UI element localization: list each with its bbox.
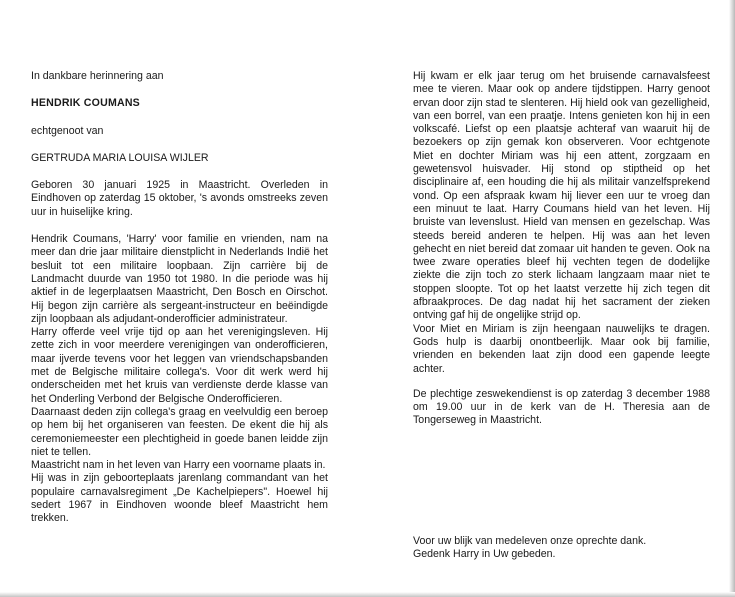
paragraph-born: Geboren 30 januari 1925 in Maastricht. Overleden in Eindhoven op zaterdag 15 oktober, 's avonds omstreeks zeven uur in huiselijke kring. [31,179,328,218]
left-column [31,70,328,526]
paragraph-clubs: Harry offerde veel vrije tijd op aan het verenigingsleven. Hij zette zich in voor meerdere verenigingen van onderofficieren, maar ijverde tevens voor het leggen van vriendschapsbanden met de Belgische militaire collega's. Voor dit werk werd hij onderscheiden met het kruis van verdienste derde klasse van het Onderling Verbond der Belgische Onderofficieren. [31,326,328,405]
card-edge-shadow-bottom [0,592,735,597]
card-edge-shadow-right [729,0,735,597]
paragraph-parties: Daarnaast deden zijn collega's graag en veelvuldig een beroep op hem bij het organiseren van feesten. De ekent die hij als ceremoniemeester een plechtigheid in goede banen leidde zijn niet te tellen. [31,405,328,458]
paragraph-career: Hendrik Coumans, 'Harry' voor familie en vrienden, nam na meer dan drie jaar militaire dienstplicht in Nederlands Indië het besluit tot een militaire loopbaan. Zijn carrière bij de Landmacht duurde van 1950 tot 1980. In die periode was hij aktief in de legerplaatsen Maastricht, Den Bosch en Oirschot. Hij begon zijn carrière als sergeant-instructeur en beëindigde zijn loopbaan als adjudant-onderofficier administrateur. [31,233,328,325]
thanks-line: Voor uw blijk van medeleven onze oprechte dank. [413,535,647,547]
right-column [413,70,710,428]
paragraph-carnival: Hij was in zijn geboorteplaats jarenlang commandant van het populaire carnavalsregiment „De Kachelpiepers". Hoewel hij sedert 1967 in Eindhoven woonde bleef Maastricht hem trekken. [31,472,328,525]
paragraph-maastricht: Maastricht nam in het leven van Harry een voorname plaats in. [31,459,326,472]
paragraph-service: De plechtige zeswekendienst is op zaterdag 3 december 1988 om 19.00 uur in de kerk van de H. Theresia aan de Tongerseweg in Maastricht. [413,387,710,427]
relation-line: echtgenoot van [31,124,104,137]
closing-lines [413,535,713,562]
deceased-name: HENDRIK COUMANS [31,97,140,110]
prayer-line: Gedenk Harry in Uw gebeden. [413,548,556,561]
intro-line: In dankbare herinnering aan [31,70,164,82]
spouse-name: GERTRUDA MARIA LOUISA WIJLER [31,151,209,164]
paragraph-memories: Hij kwam er elk jaar terug om het bruisende carnavalsfeest mee te vieren. Maar ook op andere tijdstippen. Harry genoot ervan door zijn stad te slenteren. Hij hield ook van gezelligheid, van een borrel, van een praatje. Intens genieten kon hij in een volkscafé. Liefst op een plaatsje achteraf van waaruit hij de bezoekers op zijn gemak kon observeren. Voor echtgenote Miet en dochter Miriam was hij een attent, zorgzaam en gewetensvol huisvader. Hij stond op stiptheid op het disciplinaire af, een houding die hij als militair vanzelfsprekend vond. Op een afspraak kwam hij liever een uur te vroeg dan een minuut te laat. Harry Coumans hield van het leven. Hij bruiste van levenslust. Hield van mensen en gezelschap. Was steeds bereid anderen te helpen. Hij was aan het leven gehecht en niet bereid dat zomaar uit handen te geven. Ook na twee zware operaties bleef hij vechten tegen de dodelijke ziekte die zijn toch zo sterk lichaam langzaam maar niet te stoppen sloopte. Tot op het laatst verzette hij zich tegen dit afbraakproces. De dag nadat hij het sacrament der zieken ontving gaf hij de ongelijke strijd op. [413,70,710,322]
paragraph-grief: Voor Miet en Miriam is zijn heengaan nauwelijks te dragen. Gods hulp is daarbij onontbeerlijk. Maar ook bij familie, vrienden en bekenden laat zijn dood een gapende leegte achter. [413,322,710,375]
